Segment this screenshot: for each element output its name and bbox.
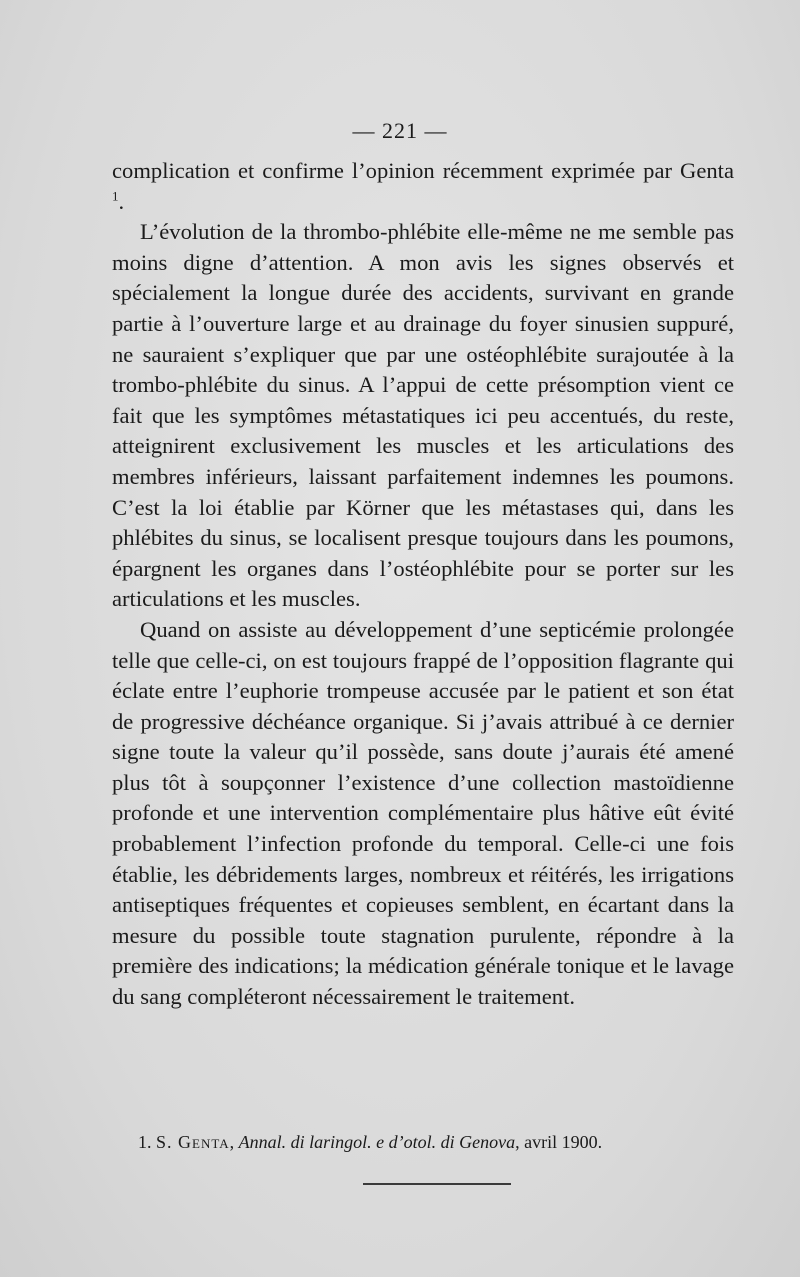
body-text bbox=[112, 156, 734, 1013]
paragraph-2: L’évolution de la thrombo-phlébite elle-même ne me semble pas moins digne d’attention. A mon avis les signes observés et spécialement la longue durée des accidents, survivant en grande partie à l’ouverture large et au drainage du foyer sinusien suppuré, ne sauraient s’expliquer que par une ostéophlébite surajoutée à la trombo-phlébite du sinus. A l’appui de cette présomption vient ce fait que les symptômes métastatiques ici peu accentués, du reste, atteignirent exclusivement les muscles et les articulations des membres inférieurs, laissant parfaitement indemnes les poumons. C’est la loi établie par Körner que les métastases qui, dans les phlébites du sinus, se localisent presque toujours dans les poumons, épargnent les organes dans l’ostéophlébite pour se porter sur les articulations et les muscles. bbox=[112, 219, 734, 612]
footnote-separator: , bbox=[229, 1132, 239, 1152]
footnote-reference: 1 bbox=[112, 188, 119, 204]
closing-rule bbox=[363, 1183, 511, 1185]
paragraph-1-tail: . bbox=[118, 188, 125, 214]
footnote bbox=[138, 1130, 738, 1154]
footnote-author: S. Genta bbox=[156, 1132, 230, 1152]
paragraph-3: Quand on assiste au développement d’une septicémie prolongée telle que celle-ci, on est toujours frappé de l’opposition flagrante qui éclate entre l’euphorie trompeuse accusée par le patient et son état de progressive déchéance organique. Si j’avais attribué à ce dernier signe toute la valeur qu’il possède, sans doute j’aurais été amené plus tôt à soupçonner l’existence d’une collection mastoïdienne profonde et une intervention complémentaire plus hâtive eût évité probablement l’infection profonde du temporal. Celle-ci une fois établie, les débridements larges, nombreux et réitérés, les irrigations antiseptiques fréquentes et copieuses semblent, en écartant dans la mesure du possible toute stagnation purulente, répondre à la première des indications; la médication générale tonique et le lavage du sang compléteront nécessairement le traitement. bbox=[112, 616, 734, 1010]
footnote-marker: 1. bbox=[138, 1132, 152, 1152]
footnote-date: , avril 1900. bbox=[515, 1132, 603, 1152]
paragraph-1-text: complication et confirme l’opinion récemment exprimée par Genta bbox=[112, 158, 734, 183]
paragraph-1 bbox=[112, 156, 734, 217]
footnote-journal: Annal. di laringol. e d’otol. di Genova bbox=[238, 1132, 516, 1152]
page-number: — 221 — bbox=[352, 118, 448, 143]
